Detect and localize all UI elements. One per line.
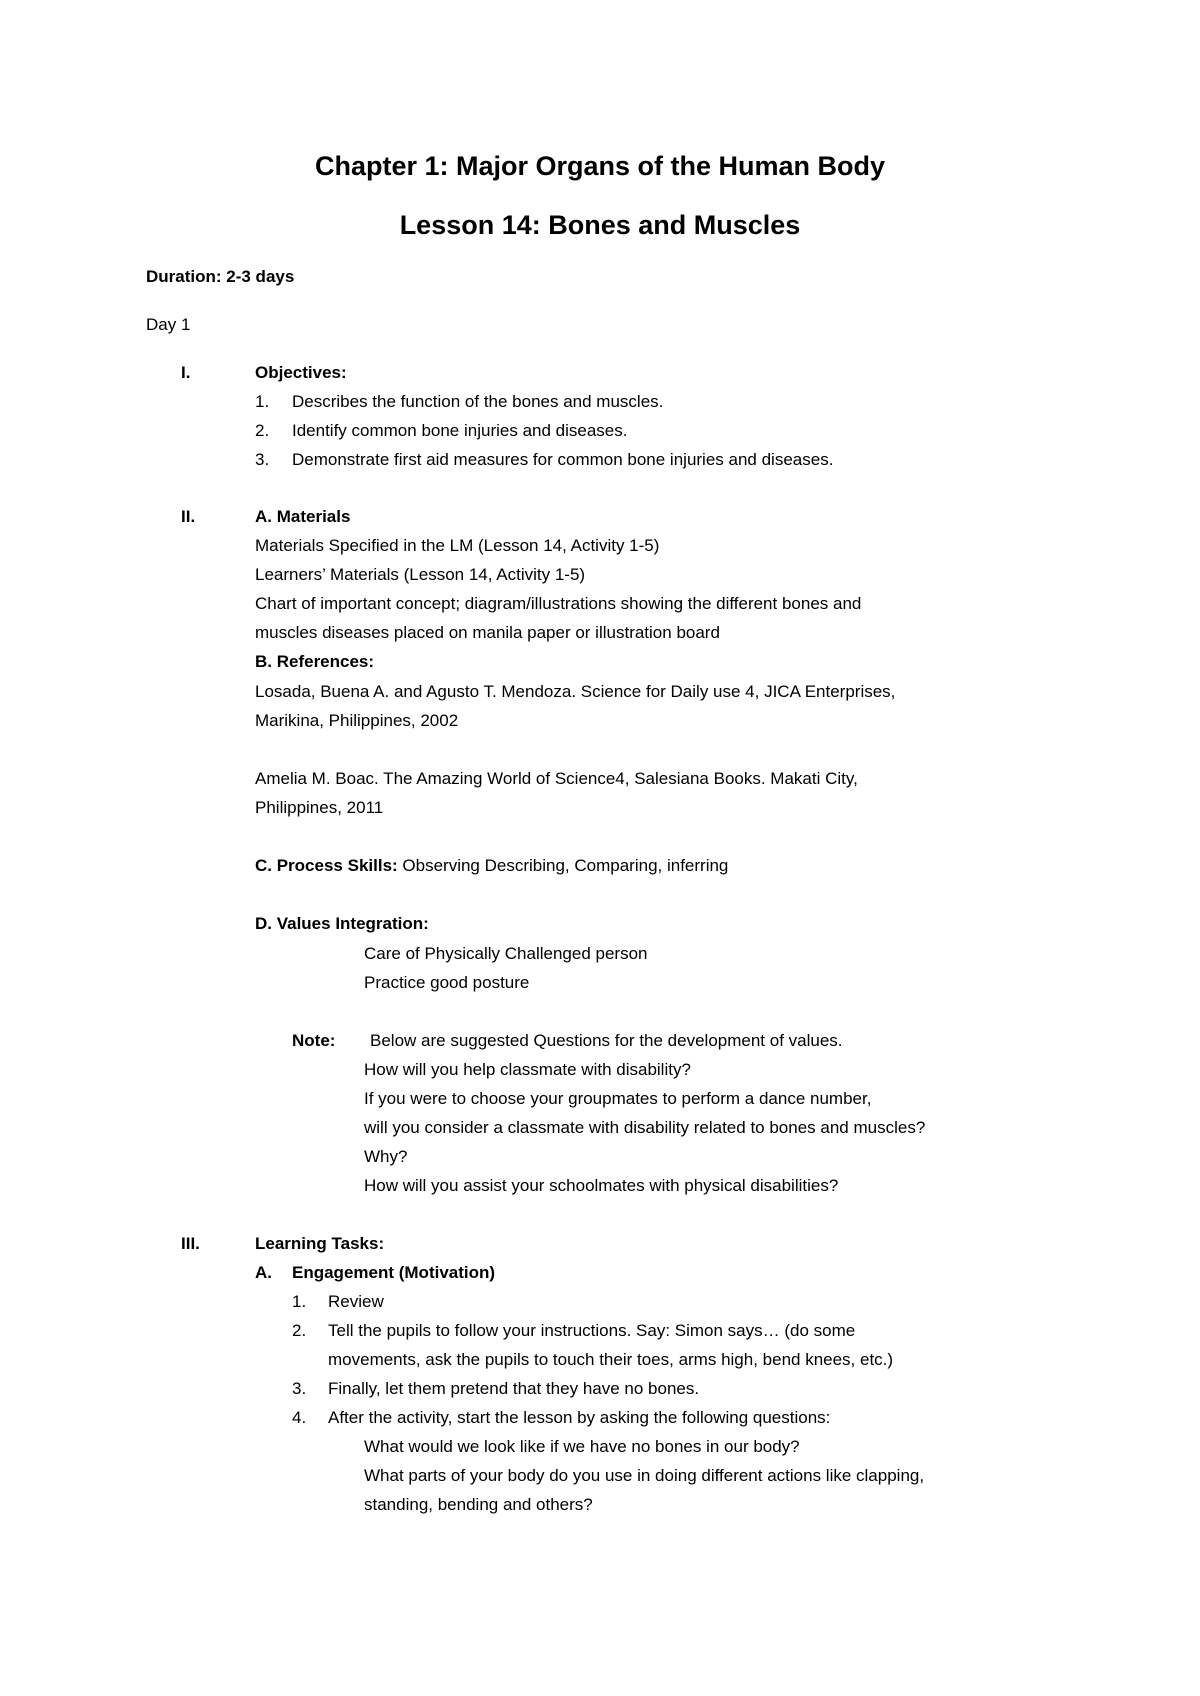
references-heading: B. References: bbox=[255, 652, 375, 671]
objective-number: 3. bbox=[255, 450, 270, 469]
question-line: What would we look like if we have no bones in our body? bbox=[364, 1437, 800, 1456]
objective-item: Describes the function of the bones and muscles. bbox=[292, 392, 664, 411]
duration-line: Duration: 2-3 days bbox=[146, 267, 295, 286]
note-line: Below are suggested Questions for the development of values. bbox=[370, 1031, 843, 1050]
values-heading: D. Values Integration: bbox=[255, 914, 429, 933]
materials-line: muscles diseases placed on manila paper or illustration board bbox=[255, 623, 720, 642]
task-line: After the activity, start the lesson by asking the following questions: bbox=[328, 1408, 831, 1427]
note-line: will you consider a classmate with disability related to bones and muscles? bbox=[364, 1118, 926, 1137]
task-line: movements, ask the pupils to touch their toes, arms high, bend knees, etc.) bbox=[328, 1350, 894, 1369]
reference-line: Philippines, 2011 bbox=[255, 798, 384, 817]
values-line: Practice good posture bbox=[364, 973, 530, 992]
note-line: How will you assist your schoolmates with physical disabilities? bbox=[364, 1176, 839, 1195]
day-heading: Day 1 bbox=[146, 315, 191, 334]
lesson-title: Lesson 14: Bones and Muscles bbox=[399, 210, 801, 240]
question-line: What parts of your body do you use in doing different actions like clapping, bbox=[364, 1466, 925, 1485]
values-line: Care of Physically Challenged person bbox=[364, 944, 648, 963]
objectives-heading: Objectives: bbox=[255, 363, 347, 382]
engagement-letter: A. bbox=[255, 1263, 272, 1282]
engagement-heading: Engagement (Motivation) bbox=[292, 1263, 496, 1282]
learning-tasks-heading: Learning Tasks: bbox=[255, 1234, 385, 1253]
task-number: 1. bbox=[292, 1292, 307, 1311]
materials-heading: A. Materials bbox=[255, 507, 351, 526]
note-line: How will you help classmate with disability? bbox=[364, 1060, 691, 1079]
objective-number: 2. bbox=[255, 421, 270, 440]
process-skills-heading: C. Process Skills: bbox=[255, 856, 398, 875]
objective-item: Identify common bone injuries and diseases. bbox=[292, 421, 628, 440]
chapter-title: Chapter 1: Major Organs of the Human Body bbox=[314, 151, 886, 181]
process-skills-line bbox=[255, 856, 728, 876]
reference-line: Amelia M. Boac. The Amazing World of Science4, Salesiana Books. Makati City, bbox=[255, 769, 858, 788]
reference-line: Marikina, Philippines, 2002 bbox=[255, 711, 459, 730]
task-line: Review bbox=[328, 1292, 384, 1311]
task-line: Tell the pupils to follow your instructions. Say: Simon says… (do some bbox=[328, 1321, 856, 1340]
process-skills-text: Observing Describing, Comparing, inferring bbox=[397, 856, 729, 875]
question-line: standing, bending and others? bbox=[364, 1495, 593, 1514]
task-number: 2. bbox=[292, 1321, 307, 1340]
reference-line: Losada, Buena A. and Agusto T. Mendoza. Science for Daily use 4, JICA Enterprises, bbox=[255, 682, 896, 701]
objective-number: 1. bbox=[255, 392, 270, 411]
materials-line: Chart of important concept; diagram/illustrations showing the different bones and bbox=[255, 594, 862, 613]
note-line: If you were to choose your groupmates to perform a dance number, bbox=[364, 1089, 872, 1108]
materials-line: Learners’ Materials (Lesson 14, Activity 1-5) bbox=[255, 565, 586, 584]
note-line: Why? bbox=[364, 1147, 408, 1166]
task-number: 3. bbox=[292, 1379, 307, 1398]
task-line: Finally, let them pretend that they have no bones. bbox=[328, 1379, 700, 1398]
note-label: Note: bbox=[292, 1031, 336, 1050]
task-number: 4. bbox=[292, 1408, 307, 1427]
section-numeral-2: II. bbox=[181, 507, 196, 526]
materials-line: Materials Specified in the LM (Lesson 14, Activity 1-5) bbox=[255, 536, 660, 555]
section-numeral-3: III. bbox=[181, 1234, 200, 1253]
objective-item: Demonstrate first aid measures for common bone injuries and diseases. bbox=[292, 450, 834, 469]
section-numeral-1: I. bbox=[181, 363, 191, 382]
